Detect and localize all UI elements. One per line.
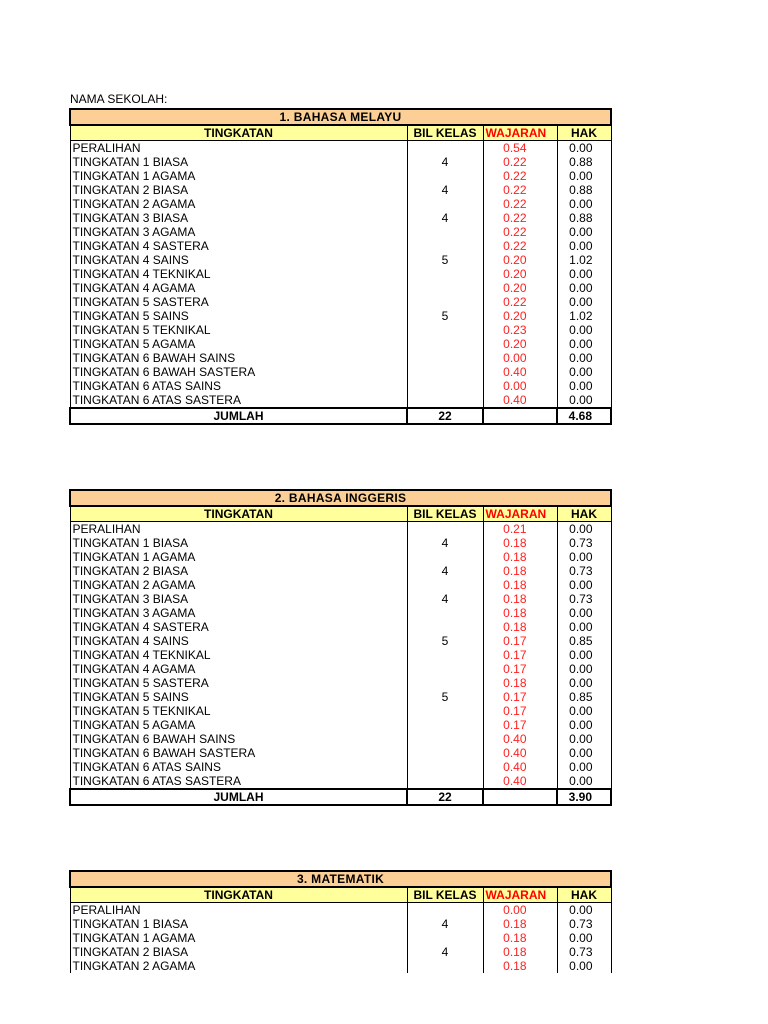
table-row: [70, 746, 611, 760]
row-hak: 0.00: [557, 704, 611, 718]
row-name: TINGKATAN 1 BIASA: [70, 917, 407, 931]
row-name: TINGKATAN 4 SASTERA: [70, 620, 407, 634]
table-row: [70, 704, 611, 718]
row-hak: 0.00: [557, 606, 611, 620]
table-row: [70, 732, 611, 746]
table-row: [70, 564, 611, 578]
row-hak: 0.00: [557, 281, 611, 295]
table-row: [70, 760, 611, 774]
table-row: [70, 169, 611, 183]
row-name: TINGKATAN 2 AGAMA: [70, 578, 407, 592]
row-hak: 0.00: [557, 323, 611, 337]
table-row: [70, 931, 611, 945]
row-wajaran: 0.18: [483, 931, 557, 945]
header-wajaran: WAJARAN: [483, 506, 557, 522]
row-hak: 0.00: [557, 931, 611, 945]
row-hak: 0.73: [557, 536, 611, 550]
row-hak: 1.02: [557, 309, 611, 323]
table-row: [70, 917, 611, 931]
row-wajaran: 0.40: [483, 732, 557, 746]
row-name: TINGKATAN 6 BAWAH SAINS: [70, 351, 407, 365]
row-name: TINGKATAN 5 AGAMA: [70, 337, 407, 351]
row-wajaran: 0.20: [483, 267, 557, 281]
row-wajaran: 0.22: [483, 197, 557, 211]
table-row: [70, 393, 611, 408]
table-row: [70, 267, 611, 281]
row-hak: 0.00: [557, 295, 611, 309]
row-name: TINGKATAN 4 TEKNIKAL: [70, 267, 407, 281]
row-hak: 0.00: [557, 620, 611, 634]
row-bil-kelas: [407, 337, 483, 351]
row-wajaran: 0.18: [483, 606, 557, 620]
table-row: [70, 211, 611, 225]
row-wajaran: 0.00: [483, 351, 557, 365]
table-row: [70, 155, 611, 169]
row-name: TINGKATAN 3 BIASA: [70, 592, 407, 606]
row-name: TINGKATAN 5 SAINS: [70, 309, 407, 323]
row-hak: 0.88: [557, 211, 611, 225]
row-name: TINGKATAN 5 AGAMA: [70, 718, 407, 732]
row-wajaran: 0.18: [483, 676, 557, 690]
row-hak: 0.88: [557, 155, 611, 169]
header-wajaran: WAJARAN: [483, 887, 557, 903]
row-wajaran: 0.18: [483, 592, 557, 606]
row-hak: 0.00: [557, 732, 611, 746]
table-row: [70, 281, 611, 295]
row-name: PERALIHAN: [70, 522, 407, 537]
row-bil-kelas: [407, 323, 483, 337]
row-name: TINGKATAN 2 BIASA: [70, 564, 407, 578]
row-name: TINGKATAN 1 BIASA: [70, 536, 407, 550]
row-hak: 0.00: [557, 522, 611, 537]
section-title: 1. BAHASA MELAYU: [70, 109, 611, 125]
row-bil-kelas: [407, 676, 483, 690]
row-hak: 0.00: [557, 169, 611, 183]
row-name: TINGKATAN 6 ATAS SAINS: [70, 379, 407, 393]
row-hak: 0.73: [557, 945, 611, 959]
row-name: TINGKATAN 2 AGAMA: [70, 959, 407, 973]
row-hak: 0.00: [557, 760, 611, 774]
row-wajaran: 0.22: [483, 239, 557, 253]
row-wajaran: 0.17: [483, 648, 557, 662]
header-bil-kelas: BIL KELAS: [407, 887, 483, 903]
row-wajaran: 0.40: [483, 365, 557, 379]
row-wajaran: 0.40: [483, 393, 557, 408]
row-wajaran: 0.22: [483, 211, 557, 225]
row-bil-kelas: [407, 959, 483, 973]
table-row: [70, 225, 611, 239]
row-bil-kelas: [407, 522, 483, 537]
row-name: PERALIHAN: [70, 141, 407, 156]
row-hak: 0.00: [557, 365, 611, 379]
table-row: [70, 620, 611, 634]
header-wajaran: WAJARAN: [483, 125, 557, 141]
row-name: TINGKATAN 6 ATAS SAINS: [70, 760, 407, 774]
row-name: TINGKATAN 5 TEKNIKAL: [70, 704, 407, 718]
row-wajaran: 0.18: [483, 917, 557, 931]
total-label: JUMLAH: [70, 789, 407, 805]
total-wajaran: [483, 408, 557, 424]
table-row: [70, 323, 611, 337]
table-row: [70, 606, 611, 620]
header-tingkatan: TINGKATAN: [70, 125, 407, 141]
table-row: [70, 197, 611, 211]
row-bil-kelas: [407, 141, 483, 156]
row-hak: 0.73: [557, 592, 611, 606]
row-hak: 0.00: [557, 141, 611, 156]
row-wajaran: 0.18: [483, 564, 557, 578]
row-bil-kelas: [407, 550, 483, 564]
table-row: [70, 253, 611, 267]
row-hak: 0.85: [557, 690, 611, 704]
row-wajaran: 0.21: [483, 522, 557, 537]
row-name: TINGKATAN 6 ATAS SASTERA: [70, 393, 407, 408]
row-wajaran: 0.17: [483, 662, 557, 676]
row-hak: 0.73: [557, 917, 611, 931]
row-bil-kelas: 5: [407, 634, 483, 648]
row-wajaran: 0.18: [483, 959, 557, 973]
row-bil-kelas: [407, 903, 483, 918]
total-row: [70, 408, 611, 424]
row-bil-kelas: [407, 379, 483, 393]
table-row: [70, 774, 611, 789]
row-hak: 0.00: [557, 903, 611, 918]
row-bil-kelas: [407, 239, 483, 253]
row-name: TINGKATAN 3 BIASA: [70, 211, 407, 225]
row-wajaran: 0.23: [483, 323, 557, 337]
row-hak: 0.73: [557, 564, 611, 578]
table-row: [70, 309, 611, 323]
row-name: TINGKATAN 5 TEKNIKAL: [70, 323, 407, 337]
row-hak: 1.02: [557, 253, 611, 267]
row-bil-kelas: 4: [407, 592, 483, 606]
row-name: TINGKATAN 6 BAWAH SAINS: [70, 732, 407, 746]
header-tingkatan: TINGKATAN: [70, 887, 407, 903]
row-name: TINGKATAN 4 TEKNIKAL: [70, 648, 407, 662]
row-name: TINGKATAN 2 BIASA: [70, 945, 407, 959]
row-bil-kelas: [407, 578, 483, 592]
row-name: TINGKATAN 2 BIASA: [70, 183, 407, 197]
row-wajaran: 0.20: [483, 309, 557, 323]
table-row: [70, 662, 611, 676]
row-hak: 0.00: [557, 774, 611, 789]
row-hak: 0.00: [557, 550, 611, 564]
row-name: TINGKATAN 3 AGAMA: [70, 606, 407, 620]
table-row: [70, 536, 611, 550]
row-wajaran: 0.00: [483, 379, 557, 393]
row-wajaran: 0.22: [483, 169, 557, 183]
school-name-label: NAMA SEKOLAH:: [70, 92, 168, 106]
row-bil-kelas: [407, 732, 483, 746]
row-bil-kelas: 4: [407, 917, 483, 931]
row-bil-kelas: [407, 774, 483, 789]
row-bil-kelas: [407, 662, 483, 676]
header-tingkatan: TINGKATAN: [70, 506, 407, 522]
row-wajaran: 0.20: [483, 253, 557, 267]
table-row: [70, 351, 611, 365]
total-wajaran: [483, 789, 557, 805]
row-bil-kelas: [407, 169, 483, 183]
row-bil-kelas: 4: [407, 564, 483, 578]
subject-table-1: [69, 108, 612, 425]
row-bil-kelas: 5: [407, 690, 483, 704]
row-bil-kelas: [407, 931, 483, 945]
header-hak: HAK: [557, 125, 611, 141]
row-bil-kelas: [407, 704, 483, 718]
row-bil-kelas: 5: [407, 253, 483, 267]
table-row: [70, 676, 611, 690]
row-name: TINGKATAN 1 AGAMA: [70, 169, 407, 183]
total-bil-kelas: 22: [407, 408, 483, 424]
row-name: TINGKATAN 4 AGAMA: [70, 281, 407, 295]
row-bil-kelas: 4: [407, 536, 483, 550]
row-hak: 0.85: [557, 634, 611, 648]
row-wajaran: 0.18: [483, 536, 557, 550]
header-bil-kelas: BIL KELAS: [407, 125, 483, 141]
row-hak: 0.00: [557, 676, 611, 690]
row-name: TINGKATAN 6 BAWAH SASTERA: [70, 365, 407, 379]
row-bil-kelas: 4: [407, 155, 483, 169]
row-name: TINGKATAN 1 BIASA: [70, 155, 407, 169]
row-wajaran: 0.18: [483, 945, 557, 959]
row-wajaran: 0.54: [483, 141, 557, 156]
row-name: TINGKATAN 6 BAWAH SASTERA: [70, 746, 407, 760]
table-row: [70, 141, 611, 156]
row-name: TINGKATAN 5 SASTERA: [70, 676, 407, 690]
row-bil-kelas: [407, 295, 483, 309]
row-name: TINGKATAN 3 AGAMA: [70, 225, 407, 239]
row-bil-kelas: 4: [407, 211, 483, 225]
row-hak: 0.00: [557, 648, 611, 662]
table-row: [70, 903, 611, 918]
row-wajaran: 0.18: [483, 550, 557, 564]
row-name: TINGKATAN 1 AGAMA: [70, 550, 407, 564]
row-wajaran: 0.17: [483, 718, 557, 732]
row-hak: 0.00: [557, 393, 611, 408]
row-wajaran: 0.17: [483, 704, 557, 718]
total-hak: 3.90: [557, 789, 611, 805]
row-wajaran: 0.22: [483, 225, 557, 239]
total-bil-kelas: 22: [407, 789, 483, 805]
row-name: TINGKATAN 4 AGAMA: [70, 662, 407, 676]
row-wajaran: 0.40: [483, 746, 557, 760]
row-wajaran: 0.20: [483, 337, 557, 351]
row-bil-kelas: 4: [407, 945, 483, 959]
row-wajaran: 0.40: [483, 774, 557, 789]
table-row: [70, 522, 611, 537]
header-hak: HAK: [557, 887, 611, 903]
table-row: [70, 295, 611, 309]
row-bil-kelas: [407, 746, 483, 760]
table-row: [70, 634, 611, 648]
row-bil-kelas: [407, 760, 483, 774]
row-bil-kelas: [407, 197, 483, 211]
row-hak: 0.00: [557, 718, 611, 732]
subject-table-2: [69, 489, 612, 806]
row-hak: 0.00: [557, 351, 611, 365]
row-name: TINGKATAN 1 AGAMA: [70, 931, 407, 945]
row-wajaran: 0.20: [483, 281, 557, 295]
table-row: [70, 183, 611, 197]
row-wajaran: 0.17: [483, 690, 557, 704]
header-bil-kelas: BIL KELAS: [407, 506, 483, 522]
row-hak: 0.00: [557, 662, 611, 676]
table-row: [70, 690, 611, 704]
section-title: 2. BAHASA INGGERIS: [70, 490, 611, 506]
row-wajaran: 0.22: [483, 155, 557, 169]
row-bil-kelas: [407, 365, 483, 379]
row-bil-kelas: [407, 351, 483, 365]
row-name: TINGKATAN 4 SAINS: [70, 253, 407, 267]
total-row: [70, 789, 611, 805]
row-bil-kelas: [407, 225, 483, 239]
table-row: [70, 945, 611, 959]
row-hak: 0.00: [557, 337, 611, 351]
total-hak: 4.68: [557, 408, 611, 424]
row-hak: 0.00: [557, 379, 611, 393]
row-bil-kelas: [407, 606, 483, 620]
row-hak: 0.00: [557, 225, 611, 239]
total-label: JUMLAH: [70, 408, 407, 424]
section-title: 3. MATEMATIK: [70, 871, 611, 887]
table-row: [70, 592, 611, 606]
header-hak: HAK: [557, 506, 611, 522]
table-row: [70, 550, 611, 564]
row-bil-kelas: [407, 267, 483, 281]
table-row: [70, 959, 611, 973]
row-name: PERALIHAN: [70, 903, 407, 918]
table-row: [70, 239, 611, 253]
table-row: [70, 337, 611, 351]
row-hak: 0.00: [557, 267, 611, 281]
row-bil-kelas: [407, 393, 483, 408]
row-bil-kelas: [407, 281, 483, 295]
table-row: [70, 718, 611, 732]
table-row: [70, 379, 611, 393]
row-bil-kelas: [407, 718, 483, 732]
row-name: TINGKATAN 5 SAINS: [70, 690, 407, 704]
table-row: [70, 648, 611, 662]
table-row: [70, 365, 611, 379]
row-wajaran: 0.18: [483, 620, 557, 634]
row-bil-kelas: [407, 620, 483, 634]
row-hak: 0.00: [557, 959, 611, 973]
table-row: [70, 578, 611, 592]
row-wajaran: 0.17: [483, 634, 557, 648]
row-wajaran: 0.22: [483, 295, 557, 309]
row-hak: 0.00: [557, 746, 611, 760]
row-bil-kelas: [407, 648, 483, 662]
row-name: TINGKATAN 4 SAINS: [70, 634, 407, 648]
row-wajaran: 0.22: [483, 183, 557, 197]
row-name: TINGKATAN 5 SASTERA: [70, 295, 407, 309]
row-hak: 0.00: [557, 239, 611, 253]
row-name: TINGKATAN 2 AGAMA: [70, 197, 407, 211]
row-bil-kelas: 4: [407, 183, 483, 197]
row-hak: 0.88: [557, 183, 611, 197]
row-wajaran: 0.40: [483, 760, 557, 774]
row-name: TINGKATAN 4 SASTERA: [70, 239, 407, 253]
row-bil-kelas: 5: [407, 309, 483, 323]
row-wajaran: 0.18: [483, 578, 557, 592]
subject-table-3: [69, 870, 612, 973]
row-hak: 0.00: [557, 578, 611, 592]
row-name: TINGKATAN 6 ATAS SASTERA: [70, 774, 407, 789]
row-hak: 0.00: [557, 197, 611, 211]
row-wajaran: 0.00: [483, 903, 557, 918]
